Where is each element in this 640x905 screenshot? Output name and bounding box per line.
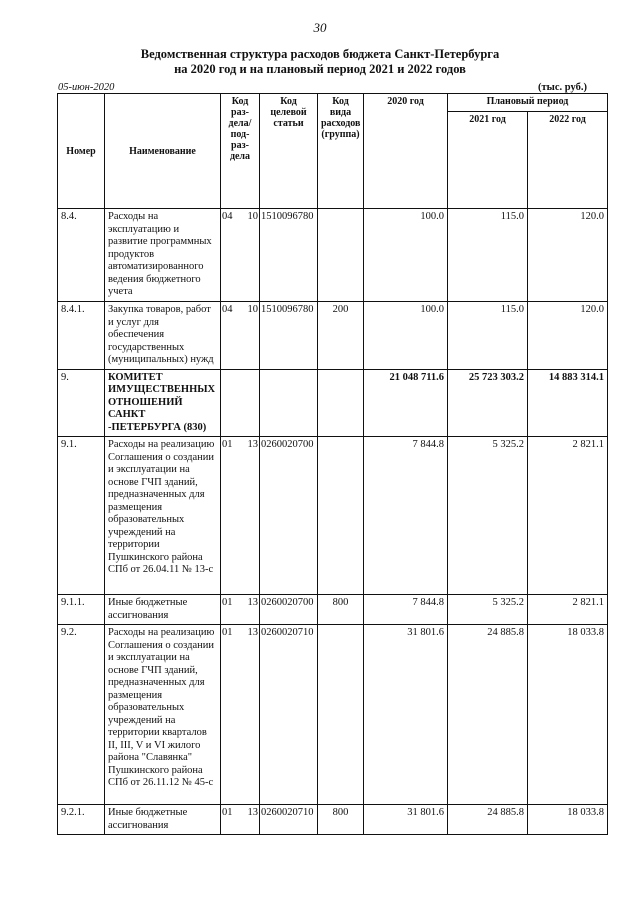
row-target-code: 0260020700	[260, 437, 318, 595]
document-date: 05-июн-2020	[58, 82, 115, 93]
row-2022: 14 883 314.1	[528, 369, 608, 437]
row-subsection: 13	[247, 627, 258, 638]
table-row	[58, 595, 608, 625]
row-subsection: 13	[247, 807, 258, 818]
row-number: 9.	[58, 369, 105, 437]
row-name: Иные бюджетные ассигнования	[105, 595, 221, 625]
row-section: 04	[222, 304, 233, 315]
units-label: (тыс. руб.)	[538, 82, 587, 93]
row-target-code: 1510096780	[260, 209, 318, 302]
row-section: 01	[222, 597, 233, 608]
row-section-code	[221, 369, 260, 437]
row-name: Расходы на эксплуатацию и развитие программных продуктов автоматизированного ведения бюджетного учета	[105, 209, 221, 302]
row-target-code: 0260020710	[260, 805, 318, 835]
header-2022: 2022 год	[528, 112, 608, 209]
row-2021: 24 885.8	[448, 805, 528, 835]
table-row	[58, 369, 608, 437]
row-name: КОМИТЕТ ИМУЩЕСТВЕННЫХ ОТНОШЕНИЙ САНКТ -ПЕТЕРБУРГА (830)	[105, 369, 221, 437]
header-number: Номер	[58, 94, 105, 209]
row-expense-type	[318, 437, 364, 595]
header-2020: 2020 год	[364, 94, 448, 209]
row-target-code: 0260020700	[260, 595, 318, 625]
row-section: 01	[222, 439, 233, 450]
row-expense-type: 200	[318, 302, 364, 370]
row-section-code	[221, 302, 260, 370]
row-target-code	[260, 369, 318, 437]
row-number: 9.1.	[58, 437, 105, 595]
row-expense-type: 800	[318, 805, 364, 835]
table-row	[58, 437, 608, 595]
header-name: Наименование	[105, 94, 221, 209]
row-number: 8.4.	[58, 209, 105, 302]
row-expense-type	[318, 625, 364, 805]
row-section: 04	[222, 211, 233, 222]
row-section-code	[221, 437, 260, 595]
row-2021: 115.0	[448, 209, 528, 302]
row-subsection: 13	[247, 597, 258, 608]
table-row	[58, 209, 608, 302]
title-line-2: на 2020 год и на плановый период 2021 и 2022 годов	[174, 62, 466, 76]
row-subsection: 10	[247, 304, 258, 315]
row-2021: 24 885.8	[448, 625, 528, 805]
row-name: Расходы на реализацию Соглашения о создании и эксплуатации на основе ГЧП зданий, предназначенных для размещения образовательных учреждений на территории Пушкинского района СПб от 26.04.11 № 13-с	[105, 437, 221, 595]
header-2021: 2021 год	[448, 112, 528, 209]
page-number: 30	[313, 20, 327, 35]
header-expense-type: Код вида расходов (группа)	[318, 94, 364, 209]
row-name: Расходы на реализацию Соглашения о создании и эксплуатации на основе ГЧП зданий, предназначенных для размещения образовательных учреждений на территории кварталов II, III, V и VI жилого района "Славянка" Пушкинского района СПб от 26.11.12 № 45-с	[105, 625, 221, 805]
row-section: 01	[222, 807, 233, 818]
row-2020: 100.0	[364, 209, 448, 302]
header-planned-period: Плановый период	[448, 94, 608, 112]
row-2020: 100.0	[364, 302, 448, 370]
row-2020: 31 801.6	[364, 625, 448, 805]
row-section: 01	[222, 627, 233, 638]
header-section: Код раз- дела/ под- раз- дела	[221, 94, 260, 209]
row-name: Иные бюджетные ассигнования	[105, 805, 221, 835]
row-2020: 7 844.8	[364, 595, 448, 625]
row-section-code	[221, 625, 260, 805]
row-section-code	[221, 595, 260, 625]
row-target-code: 1510096780	[260, 302, 318, 370]
row-2021: 25 723 303.2	[448, 369, 528, 437]
row-2021: 5 325.2	[448, 595, 528, 625]
row-section-code	[221, 805, 260, 835]
document-title	[0, 47, 640, 77]
row-2022: 120.0	[528, 209, 608, 302]
row-expense-type	[318, 209, 364, 302]
row-name: Закупка товаров, работ и услуг для обеспечения государственных (муниципальных) нужд	[105, 302, 221, 370]
row-section-code	[221, 209, 260, 302]
row-expense-type	[318, 369, 364, 437]
row-number: 9.2.1.	[58, 805, 105, 835]
table-row	[58, 625, 608, 805]
row-number: 8.4.1.	[58, 302, 105, 370]
row-target-code: 0260020710	[260, 625, 318, 805]
header-target: Код целевой статьи	[260, 94, 318, 209]
row-subsection: 13	[247, 439, 258, 450]
row-2022: 18 033.8	[528, 805, 608, 835]
row-2020: 31 801.6	[364, 805, 448, 835]
row-expense-type: 800	[318, 595, 364, 625]
table-row	[58, 805, 608, 835]
row-2021: 115.0	[448, 302, 528, 370]
row-number: 9.2.	[58, 625, 105, 805]
row-number: 9.1.1.	[58, 595, 105, 625]
row-subsection: 10	[247, 211, 258, 222]
row-2022: 18 033.8	[528, 625, 608, 805]
row-2022: 2 821.1	[528, 437, 608, 595]
title-line-1: Ведомственная структура расходов бюджета Санкт-Петербурга	[140, 47, 500, 61]
row-2022: 120.0	[528, 302, 608, 370]
row-2020: 21 048 711.6	[364, 369, 448, 437]
row-2020: 7 844.8	[364, 437, 448, 595]
row-2022: 2 821.1	[528, 595, 608, 625]
table-row	[58, 302, 608, 370]
expenditure-table	[57, 93, 608, 835]
row-2021: 5 325.2	[448, 437, 528, 595]
